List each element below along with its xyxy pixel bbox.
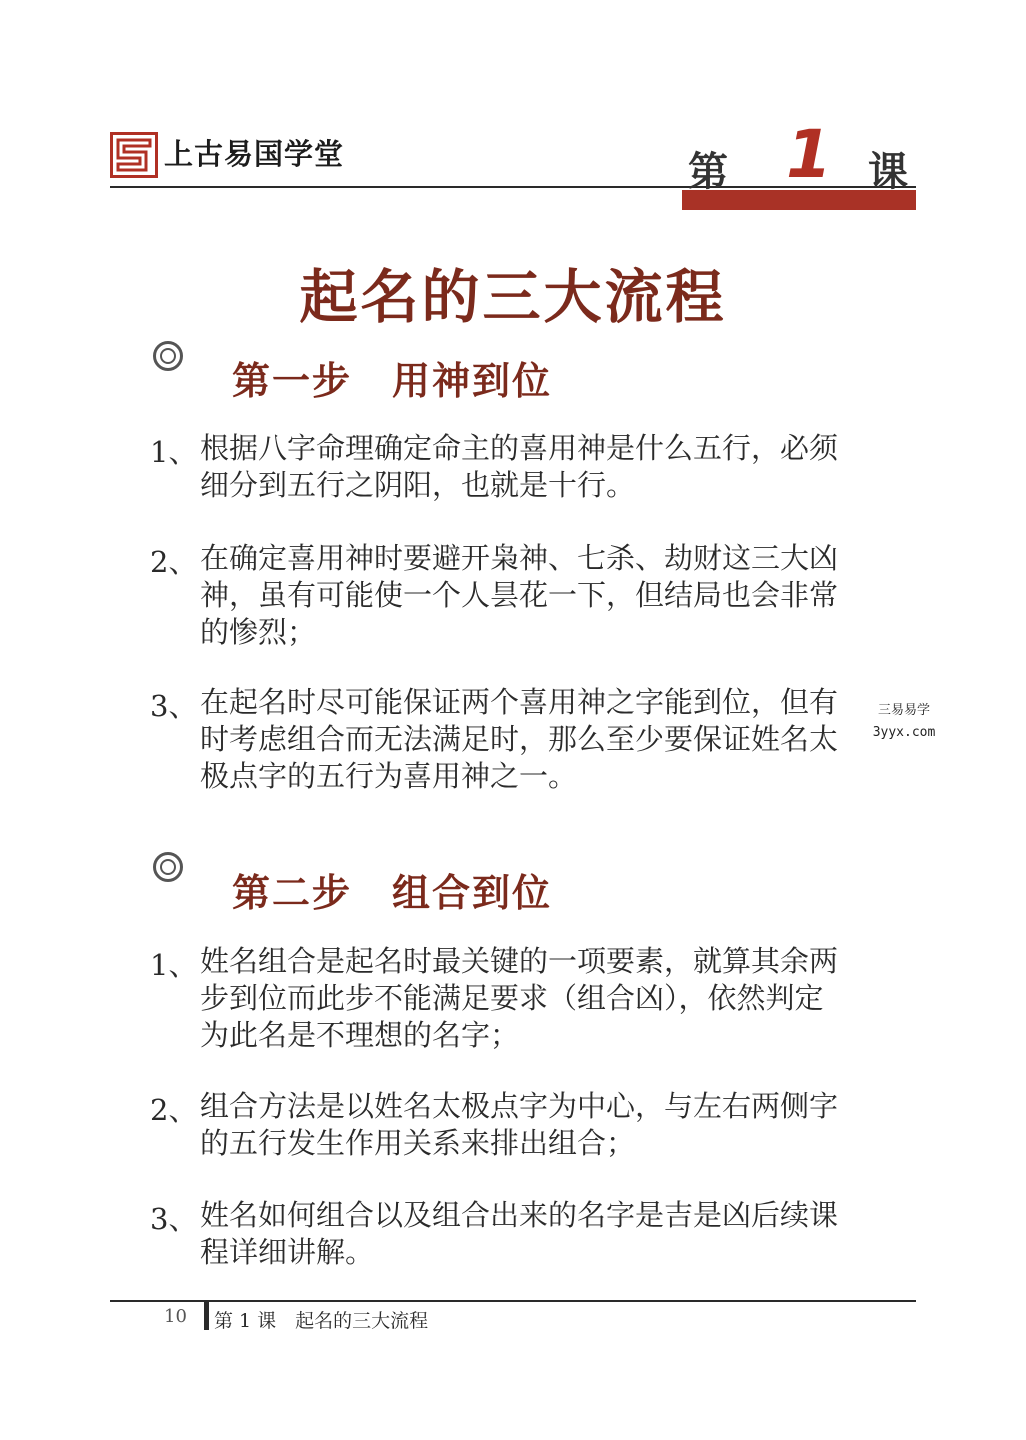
list-item-number: 3、 — [150, 1202, 198, 1236]
section-heading: 第一步 用神到位 — [232, 358, 553, 403]
section-bullet-icon — [153, 341, 183, 371]
list-item-text: 在确定喜用神时要避开枭神、七杀、劫财这三大凶 神，虽有可能使一个人昙花一下，但结局也会非常 的惨烈； — [200, 541, 839, 649]
list-item-number: 3、 — [150, 689, 198, 723]
logo-seal-icon — [110, 132, 158, 178]
list-item-number: 2、 — [150, 1093, 198, 1127]
page-number: 10 — [164, 1306, 187, 1327]
watermark — [864, 700, 944, 744]
list-item-number: 2、 — [150, 545, 198, 579]
watermark-line: 三易易学 — [877, 703, 930, 718]
list-item-text: 组合方法是以姓名太极点字为中心，与左右两侧字 的五行发生作用关系来排出组合； — [200, 1089, 839, 1160]
brand-name: 上古易国学堂 — [164, 137, 345, 171]
footer-divider-bar — [204, 1302, 209, 1330]
section-heading: 第二步 组合到位 — [232, 870, 553, 915]
lesson-suffix: 课 — [868, 148, 908, 195]
list-item-text: 姓名如何组合以及组合出来的名字是吉是凶后续课 程详细讲解。 — [200, 1198, 839, 1269]
list-item-number: 1、 — [150, 948, 198, 982]
footer-rule — [110, 1300, 916, 1302]
list-item-text: 在起名时尽可能保证两个喜用神之字能到位，但有 时考虑组合而无法满足时，那么至少要保证姓名太 极点字的五行为喜用神之一。 — [200, 685, 839, 793]
list-item-text: 根据八字命理确定命主的喜用神是什么五行，必须 细分到五行之阴阳，也就是十行。 — [200, 431, 839, 502]
list-item-number: 1、 — [150, 435, 198, 469]
list-item-text: 姓名组合是起名时最关键的一项要素，就算其余两 步到位而此步不能满足要求（组合凶），依然判定 为此名是不理想的名字； — [200, 944, 839, 1052]
watermark-url: 3yyx.com — [872, 725, 936, 740]
section-bullet-icon — [153, 852, 183, 882]
lesson-prefix: 第 — [688, 148, 728, 195]
lesson-number: 1 — [786, 116, 832, 193]
page-title: 起名的三大流程 — [299, 263, 727, 331]
running-title: 第 1 课 起名的三大流程 — [214, 1310, 429, 1332]
